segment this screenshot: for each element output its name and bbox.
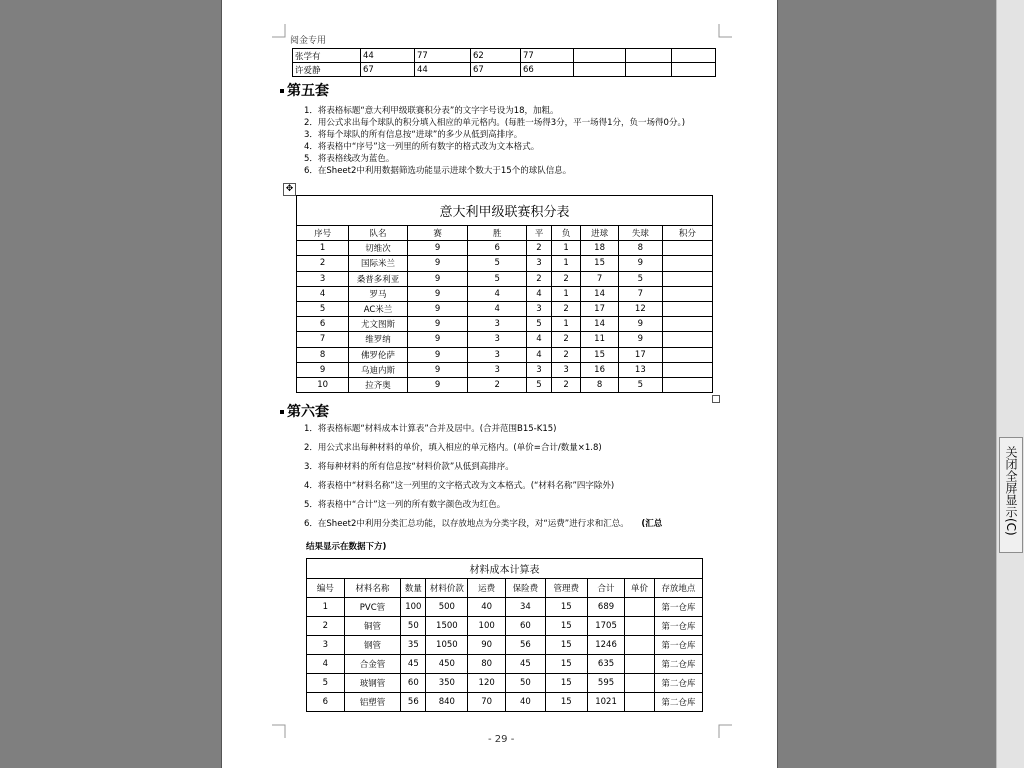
table-cell[interactable]: 62 (471, 49, 521, 63)
table-cell[interactable]: 5 (297, 301, 349, 316)
table-cell[interactable]: AC米兰 (349, 301, 408, 316)
table-cell[interactable]: 9 (407, 317, 468, 332)
section5-title (280, 80, 329, 100)
table-cell[interactable]: 13 (618, 362, 662, 377)
table-cell[interactable]: 4 (468, 301, 527, 316)
list-item: 1．将表格标题“意大利甲级联赛积分表”的文字字号设为18，加粗。 (304, 106, 559, 116)
table-cell[interactable] (574, 49, 626, 63)
table-cell[interactable]: 张学有 (293, 49, 361, 63)
column-header[interactable]: 合计 (587, 579, 625, 598)
table-row (297, 332, 713, 347)
table-cell[interactable]: 2 (552, 301, 581, 316)
table-cell[interactable]: 4 (526, 286, 551, 301)
list-item (304, 515, 662, 534)
table-cell[interactable]: 56 (506, 636, 546, 655)
section5-instructions (304, 105, 685, 177)
table-cell[interactable]: 8 (297, 347, 349, 362)
table-cell[interactable]: 7 (297, 332, 349, 347)
column-header[interactable]: 进球 (581, 226, 619, 241)
column-header[interactable]: 队名 (349, 226, 408, 241)
table-cell[interactable]: 3 (468, 317, 527, 332)
table-cell[interactable]: 35 (401, 636, 426, 655)
table-cell[interactable]: 2 (307, 617, 345, 636)
table-cell[interactable]: 1021 (587, 693, 625, 712)
table-cell[interactable]: 第二仓库 (654, 655, 702, 674)
table-cell[interactable]: 70 (468, 693, 506, 712)
table-cell[interactable]: 1 (297, 241, 349, 256)
table-cell[interactable] (662, 332, 712, 347)
list-item: 2．用公式求出每个球队的积分填入相应的单元格内。(每胜一场得3分，平一场得1分，负一场得0分。) (304, 118, 686, 128)
table-cell[interactable]: 切维次 (349, 241, 408, 256)
table-cell[interactable]: 9 (407, 377, 468, 392)
table-cell[interactable]: 1 (552, 256, 581, 271)
table-cell[interactable]: 9 (407, 256, 468, 271)
table-cell[interactable]: 许爱静 (293, 63, 361, 77)
close-fullscreen-button[interactable] (999, 437, 1023, 553)
column-header[interactable]: 材料价款 (426, 579, 468, 598)
table-cell[interactable]: 2 (552, 271, 581, 286)
table-row (307, 598, 703, 617)
column-header[interactable]: 存放地点 (654, 579, 702, 598)
table-cell[interactable]: 5 (618, 377, 662, 392)
table-cell[interactable] (626, 63, 672, 77)
column-header[interactable]: 管理费 (545, 579, 587, 598)
table-cell[interactable]: 9 (297, 362, 349, 377)
table-cell[interactable]: 1 (552, 317, 581, 332)
table-cell[interactable] (625, 674, 654, 693)
table-cell[interactable]: 5 (468, 271, 527, 286)
table-cell[interactable]: 维罗纳 (349, 332, 408, 347)
table-cell[interactable]: 1500 (426, 617, 468, 636)
table-cell[interactable]: 5 (526, 377, 551, 392)
section6-note-continued: 结果显示在数据下方) (306, 542, 387, 552)
vertical-scrollbar[interactable] (996, 0, 1024, 768)
list-item: 4．将表格中“材料名称”这一列里的文字格式改为文本格式。(“材料名称”四字除外) (304, 481, 615, 491)
column-header[interactable]: 材料名称 (344, 579, 401, 598)
table-cell[interactable]: 2 (552, 332, 581, 347)
table-cell[interactable]: 3 (526, 301, 551, 316)
table-cell[interactable]: 3 (468, 332, 527, 347)
table-cell[interactable]: 60 (506, 617, 546, 636)
table-row (297, 317, 713, 332)
table-move-handle-icon[interactable]: ✥ (283, 183, 296, 196)
table-cell[interactable]: 5 (618, 271, 662, 286)
table-header-row (297, 226, 713, 241)
table-cell[interactable]: 66 (521, 63, 574, 77)
table-title-row (307, 559, 703, 579)
table-cell[interactable] (662, 241, 712, 256)
table-cell[interactable]: 3 (307, 636, 345, 655)
table-cell[interactable]: 5 (526, 317, 551, 332)
table-row (307, 674, 703, 693)
list-item: 2．用公式求出每种材料的单价，填入相应的单元格内。(单价=合计/数量×1.8) (304, 443, 602, 453)
table-cell[interactable]: 铜管 (344, 617, 401, 636)
column-header[interactable]: 赛 (407, 226, 468, 241)
table-cell[interactable]: 14 (581, 317, 619, 332)
crop-mark-top-left (272, 24, 286, 38)
table-cell[interactable]: 15 (545, 693, 587, 712)
table-cell[interactable]: 595 (587, 674, 625, 693)
page-header-label: 阅金专用 (290, 36, 327, 46)
table-cell[interactable]: 17 (618, 347, 662, 362)
table-row (297, 271, 713, 286)
table-row (293, 63, 716, 77)
table-row (297, 241, 713, 256)
table-cell[interactable]: 1 (552, 286, 581, 301)
table-cell[interactable]: 6 (297, 317, 349, 332)
table-cell[interactable]: 9 (407, 286, 468, 301)
table-cell[interactable] (662, 317, 712, 332)
league-table-title[interactable]: 意大利甲级联赛积分表 (297, 196, 713, 226)
table-cell[interactable]: 佛罗伦萨 (349, 347, 408, 362)
table-cell[interactable]: 50 (506, 674, 546, 693)
list-item: 3．将每个球队的所有信息按“进球”的多少从低到高排序。 (304, 130, 523, 140)
table-cell[interactable]: 11 (581, 332, 619, 347)
table-cell[interactable]: 67 (361, 63, 415, 77)
column-header[interactable]: 保险费 (506, 579, 546, 598)
table-cell[interactable]: 16 (581, 362, 619, 377)
table-cell[interactable]: 1050 (426, 636, 468, 655)
table-cell[interactable] (625, 617, 654, 636)
table-cell[interactable]: 罗马 (349, 286, 408, 301)
table-cell[interactable]: 尤文图斯 (349, 317, 408, 332)
table-cell[interactable]: 60 (401, 674, 426, 693)
table-cell[interactable]: 6 (468, 241, 527, 256)
table-cell[interactable]: 2 (526, 271, 551, 286)
section6-title-text: 第六套 (287, 404, 329, 420)
table-cell[interactable]: 67 (471, 63, 521, 77)
table-cell[interactable]: 4 (468, 286, 527, 301)
table-row (293, 49, 716, 63)
table-row (297, 301, 713, 316)
table-cell[interactable]: 50 (401, 617, 426, 636)
table-row (307, 655, 703, 674)
table-cell[interactable]: 玻钢管 (344, 674, 401, 693)
list-item: 5．将表格线改为蓝色。 (304, 154, 395, 164)
table-cell[interactable]: 3 (468, 347, 527, 362)
material-table-title[interactable]: 材料成本计算表 (307, 559, 703, 579)
table-cell[interactable] (662, 271, 712, 286)
table-cell[interactable]: 635 (587, 655, 625, 674)
table-cell[interactable]: 450 (426, 655, 468, 674)
table-cell[interactable]: 9 (407, 241, 468, 256)
column-header[interactable]: 单价 (625, 579, 654, 598)
table-cell[interactable]: 14 (581, 286, 619, 301)
table-cell[interactable]: 15 (581, 256, 619, 271)
table-cell[interactable]: 44 (415, 63, 471, 77)
table-row (307, 617, 703, 636)
close-fullscreen-label: 关闭全屏显示(C) (1004, 446, 1018, 536)
table-row (297, 362, 713, 377)
table-cell[interactable] (672, 49, 716, 63)
table-cell[interactable]: 8 (618, 241, 662, 256)
table-row (297, 256, 713, 271)
column-header[interactable]: 运费 (468, 579, 506, 598)
table-row (307, 636, 703, 655)
table-cell[interactable]: 6 (307, 693, 345, 712)
table-cell[interactable]: 1 (552, 241, 581, 256)
table-cell[interactable] (662, 377, 712, 392)
table-cell[interactable]: 56 (401, 693, 426, 712)
table-cell[interactable]: 3 (468, 362, 527, 377)
table-cell[interactable]: 第二仓库 (654, 674, 702, 693)
column-header[interactable]: 负 (552, 226, 581, 241)
table-cell[interactable]: 40 (506, 693, 546, 712)
table-cell[interactable]: 1 (307, 598, 345, 617)
table-cell[interactable]: 90 (468, 636, 506, 655)
column-header[interactable]: 平 (526, 226, 551, 241)
table-cell[interactable]: 2 (297, 256, 349, 271)
table-cell[interactable]: 9 (407, 362, 468, 377)
table-row (297, 347, 713, 362)
table-cell[interactable]: 4 (526, 332, 551, 347)
section6-title (280, 401, 329, 421)
section5-title-text: 第五套 (287, 83, 329, 99)
table-cell[interactable] (662, 301, 712, 316)
table-cell[interactable]: 第二仓库 (654, 693, 702, 712)
table-cell[interactable]: 1246 (587, 636, 625, 655)
table-cell[interactable]: 4 (307, 655, 345, 674)
table-cell[interactable]: 1705 (587, 617, 625, 636)
table-cell[interactable]: 2 (468, 377, 527, 392)
table-top-partial (292, 48, 716, 77)
table-cell[interactable]: 45 (401, 655, 426, 674)
table-cell[interactable] (574, 63, 626, 77)
column-header[interactable]: 数量 (401, 579, 426, 598)
table-cell[interactable]: 77 (415, 49, 471, 63)
list-item: 5．将表格中“合计”这一列的所有数字颜色改为红色。 (304, 500, 506, 510)
table-cell[interactable]: 40 (468, 598, 506, 617)
table-cell[interactable] (662, 256, 712, 271)
table-cell[interactable]: 9 (618, 332, 662, 347)
table-cell[interactable]: 500 (426, 598, 468, 617)
list-item: 6．在Sheet2中利用数据筛选功能显示进球个数大于15个的球队信息。 (304, 166, 572, 176)
table-cell[interactable]: 9 (407, 301, 468, 316)
column-header[interactable]: 编号 (307, 579, 345, 598)
table-cell[interactable]: 120 (468, 674, 506, 693)
table-cell[interactable]: 4 (297, 286, 349, 301)
crop-mark-bottom-right (718, 724, 732, 738)
table-cell[interactable]: 乌迪内斯 (349, 362, 408, 377)
table-cell[interactable]: 15 (581, 347, 619, 362)
bullet-icon (280, 410, 284, 414)
material-cost-table (306, 558, 703, 712)
table-cell[interactable]: 4 (526, 347, 551, 362)
table-cell[interactable] (662, 286, 712, 301)
table-cell[interactable]: 18 (581, 241, 619, 256)
table-cell[interactable]: 3 (526, 362, 551, 377)
table-cell[interactable] (672, 63, 716, 77)
table-cell[interactable]: 7 (581, 271, 619, 286)
section6-instructions (304, 420, 662, 534)
table-cell[interactable]: 80 (468, 655, 506, 674)
table-cell[interactable] (662, 347, 712, 362)
column-header[interactable]: 失球 (618, 226, 662, 241)
list-item: 1．将表格标题“材料成本计算表”合并及居中。(合并范围B15-K15) (304, 424, 557, 434)
table-row (307, 693, 703, 712)
column-header[interactable]: 积分 (662, 226, 712, 241)
column-header[interactable]: 序号 (297, 226, 349, 241)
table-cell[interactable]: 10 (297, 377, 349, 392)
page-number: - 29 - (488, 734, 515, 745)
table-resize-handle[interactable] (712, 395, 720, 403)
table-cell[interactable]: 5 (307, 674, 345, 693)
table-cell[interactable] (662, 362, 712, 377)
crop-mark-bottom-left (272, 724, 286, 738)
table-cell[interactable] (626, 49, 672, 63)
crop-mark-top-right (718, 24, 732, 38)
table-cell[interactable]: 9 (407, 347, 468, 362)
table-cell[interactable]: 2 (552, 347, 581, 362)
table-cell[interactable]: 8 (581, 377, 619, 392)
table-cell[interactable]: 合金管 (344, 655, 401, 674)
bullet-icon (280, 89, 284, 93)
table-cell[interactable]: 桑普多利亚 (349, 271, 408, 286)
table-cell[interactable]: 第一仓库 (654, 598, 702, 617)
table-cell[interactable]: 12 (618, 301, 662, 316)
table-row (297, 377, 713, 392)
table-cell[interactable]: 拉齐奥 (349, 377, 408, 392)
table-cell[interactable]: 第一仓库 (654, 636, 702, 655)
list-item-bold-note: (汇总 (641, 519, 663, 529)
table-cell[interactable]: 350 (426, 674, 468, 693)
table-cell[interactable] (625, 693, 654, 712)
table-cell[interactable]: 9 (407, 271, 468, 286)
table-cell[interactable] (625, 598, 654, 617)
table-cell[interactable]: 3 (526, 256, 551, 271)
table-cell[interactable]: 国际米兰 (349, 256, 408, 271)
table-cell[interactable]: 44 (361, 49, 415, 63)
table-header-row (307, 579, 703, 598)
table-cell[interactable]: 第一仓库 (654, 617, 702, 636)
table-cell[interactable]: 77 (521, 49, 574, 63)
table-cell[interactable]: 15 (545, 636, 587, 655)
table-row (297, 286, 713, 301)
table-cell[interactable]: 17 (581, 301, 619, 316)
table-cell[interactable] (625, 636, 654, 655)
table-cell[interactable]: 15 (545, 617, 587, 636)
table-cell[interactable]: 3 (297, 271, 349, 286)
table-cell[interactable]: 7 (618, 286, 662, 301)
table-cell[interactable]: 34 (506, 598, 546, 617)
table-cell[interactable]: 15 (545, 674, 587, 693)
table-cell[interactable]: 9 (407, 332, 468, 347)
table-cell[interactable]: 钢管 (344, 636, 401, 655)
table-cell[interactable]: 9 (618, 256, 662, 271)
table-cell[interactable]: 15 (545, 655, 587, 674)
table-cell[interactable]: 铝塑管 (344, 693, 401, 712)
table-cell[interactable]: 45 (506, 655, 546, 674)
table-cell[interactable]: 689 (587, 598, 625, 617)
table-cell[interactable]: PVC管 (344, 598, 401, 617)
table-cell[interactable]: 2 (552, 377, 581, 392)
table-cell[interactable]: 3 (552, 362, 581, 377)
table-cell[interactable]: 2 (526, 241, 551, 256)
list-item-text: 6．在Sheet2中利用分类汇总功能，以存放地点为分类字段，对“运费”进行求和汇总。 (304, 519, 629, 529)
table-cell[interactable]: 100 (468, 617, 506, 636)
column-header[interactable]: 胜 (468, 226, 527, 241)
table-cell[interactable]: 840 (426, 693, 468, 712)
table-cell[interactable]: 100 (401, 598, 426, 617)
table-title-row (297, 196, 713, 226)
table-cell[interactable]: 5 (468, 256, 527, 271)
league-table (296, 195, 713, 393)
table-cell[interactable]: 9 (618, 317, 662, 332)
table-cell[interactable]: 15 (545, 598, 587, 617)
list-item: 4．将表格中“序号”这一列里的所有数字的格式改为文本格式。 (304, 142, 540, 152)
list-item: 3．将每种材料的所有信息按“材料价款”从低到高排序。 (304, 462, 514, 472)
table-cell[interactable] (625, 655, 654, 674)
